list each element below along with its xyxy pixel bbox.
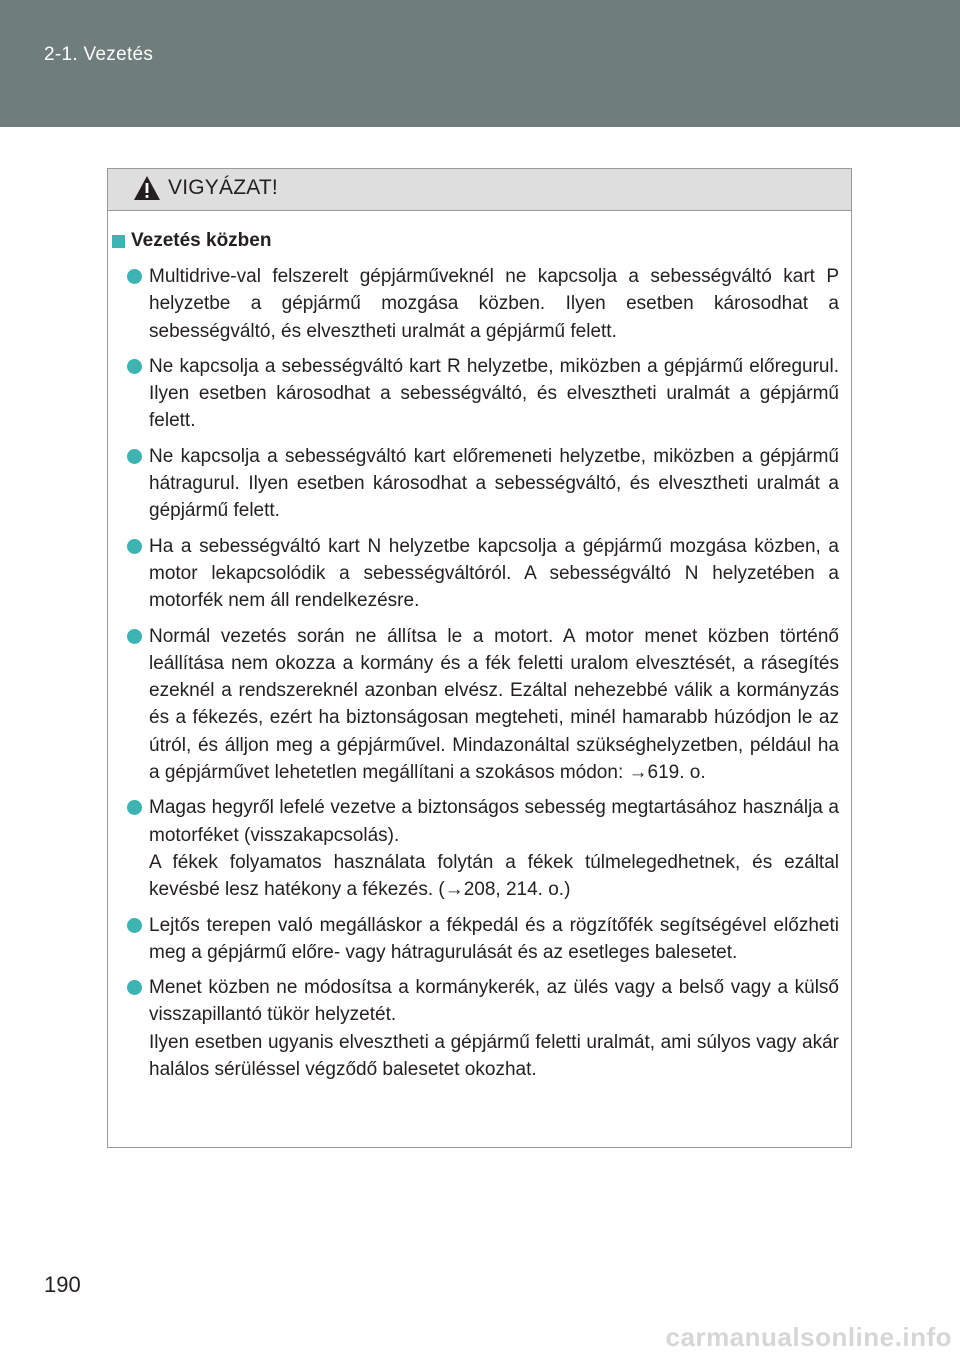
section-label: 2-1. Vezetés	[44, 44, 154, 65]
bullet-text: Ha a sebességváltó kart N helyzetbe kapcsolja a gépjármű mozgása közben, a motor lekapcsolódik a sebességváltóról. A sebességváltó N helyzetében a motorfék nem áll rendelkezésre.	[149, 535, 839, 612]
bullet-text: Multidrive-val felszerelt gépjárműveknél ne kapcsolja a sebességváltó kart P helyzetbe a gépjármű mozgása közben. Ilyen esetben károsodhat a sebességváltó, és elvesztheti uralmát a gépjármű felett.	[149, 266, 839, 342]
list-item	[108, 794, 851, 903]
bullet-extra-text: A fékek folyamatos használata folytán a fékek túlmelegedhetnek, és ezáltal kevésbé lesz hatékony a fékezés. (→208, 214. o.)	[149, 851, 839, 901]
bullet-dot-icon	[127, 800, 142, 815]
square-bullet-icon	[112, 235, 125, 248]
bullet-dot-icon	[127, 449, 142, 464]
bullet-dot-icon	[127, 359, 142, 374]
list-item	[108, 912, 851, 967]
caution-header	[108, 169, 851, 211]
list-item	[108, 974, 851, 1083]
bullet-text: Normál vezetés során ne állítsa le a motort. A motor menet közben történő leállítása nem okozza a kormány és a fék feletti uralom elvesztését, a rásegítés ezeknél a rendszereknél azonban elvész. Ezáltal nehezebbé válik a kormányzás és a fékezés, ezért ha biztonságosan megteheti, minél hamarabb húzódjon le az útról, és álljon meg a gépjárművel. Mindazonáltal szükséghelyzetben, például ha a gépjárművet lehetetlen megállítani a szokásos módon: →619. o.	[149, 625, 839, 784]
bullet-text: Magas hegyről lefelé vezetve a biztonságos sebesség megtartásához használja a motorféket (visszakapcsolás).	[149, 797, 839, 846]
list-item	[108, 533, 851, 615]
bullet-dot-icon	[127, 918, 142, 933]
warning-triangle-icon	[132, 174, 162, 202]
caution-title: VIGYÁZAT!	[168, 176, 278, 199]
watermark: carmanualsonline.info	[665, 1322, 952, 1352]
bullet-dot-icon	[127, 629, 142, 644]
page-number: 190	[44, 1272, 81, 1297]
bullet-text: Ne kapcsolja a sebességváltó kart előremeneti helyzetbe, miközben a gépjármű hátragurul. Ilyen esetben károsodhat a sebességváltó, és elvesztheti uralmát a gépjármű felett.	[149, 445, 839, 522]
bullet-dot-icon	[127, 980, 142, 995]
subheading-text: Vezetés közben	[131, 230, 272, 251]
header-band	[0, 0, 960, 127]
bullet-dot-icon	[127, 539, 142, 554]
caution-box	[107, 168, 852, 1148]
bullet-text: Ne kapcsolja a sebességváltó kart R helyzetbe, miközben a gépjármű előregurul. Ilyen esetben károsodhat a sebességváltó, és elvesztheti uralmát a gépjármű felett.	[149, 355, 839, 432]
list-item	[108, 623, 851, 787]
list-item	[108, 263, 851, 345]
bullet-text: Lejtős terepen való megálláskor a fékpedál és a rögzítőfék segítségével előzheti meg a gépjármű előre- vagy hátragurulását és az esetleges balesetet.	[149, 914, 839, 963]
bullet-text: Menet közben ne módosítsa a kormánykerék, az ülés vagy a belső vagy a külső visszapillantó tükör helyzetét.	[149, 977, 839, 1026]
list-item	[108, 443, 851, 525]
bullet-list	[108, 263, 851, 1091]
bullet-dot-icon	[127, 269, 142, 284]
subheading	[112, 230, 271, 252]
list-item	[108, 353, 851, 435]
bullet-extra-text: Ilyen esetben ugyanis elvesztheti a gépjármű feletti uralmát, ami súlyos vagy akár halálos sérüléssel végződő balesetet okozhat.	[149, 1031, 839, 1081]
